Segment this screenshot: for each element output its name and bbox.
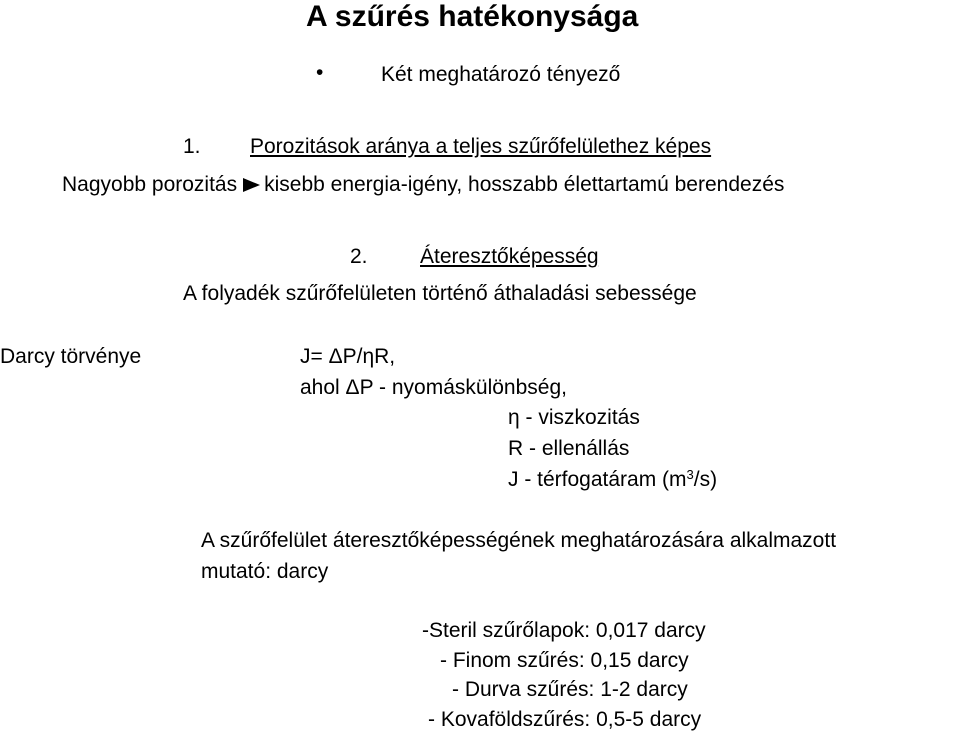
item2-description: A folyadék szűrőfelületen történő áthaladási sebessége: [183, 282, 697, 305]
item1-number: 1.: [183, 135, 201, 158]
value-item: -Steril szűrőlapok: 0,017 darcy: [422, 619, 706, 642]
bullet-text: Két meghatározó tényező: [381, 63, 621, 86]
darcy-r: R - ellenállás: [508, 437, 630, 460]
bullet-icon: •: [316, 61, 324, 84]
darcy-j-suffix: /s): [693, 468, 718, 491]
darcy-where: ahol ΔP - nyomáskülönbség,: [300, 376, 567, 399]
value-item: - Finom szűrés: 0,15 darcy: [440, 649, 689, 672]
darcy-j-prefix: J - térfogatáram (m: [508, 468, 687, 491]
darcy-formula: J= ΔP/ηR,: [300, 345, 396, 368]
item1-line: [62, 174, 784, 195]
item1-line-left: Nagyobb porozitás: [62, 173, 238, 196]
page-title: A szűrés hatékonysága: [306, 0, 639, 33]
item1-line-right: kisebb energia-igény, hosszabb élettartamú berendezés: [264, 173, 785, 196]
darcy-label: Darcy törvénye: [0, 345, 142, 368]
darcy-eta: η - viszkozitás: [508, 406, 640, 429]
darcy-j-sup: 3: [686, 467, 694, 482]
item2-number: 2.: [350, 245, 368, 268]
measure-line1: A szűrőfelület áteresztőképességének meghatározására alkalmazott: [201, 529, 837, 552]
value-item: - Durva szűrés: 1-2 darcy: [452, 678, 688, 701]
triangle-right-icon: [243, 178, 260, 192]
value-item: - Kovaföldszűrés: 0,5-5 darcy: [428, 708, 702, 731]
measure-line2: mutató: darcy: [201, 560, 329, 583]
darcy-j: [508, 469, 717, 490]
item2-heading: Áteresztőképesség: [420, 245, 599, 268]
item1-heading: Porozitások aránya a teljes szűrőfelülethez képes: [250, 135, 712, 158]
